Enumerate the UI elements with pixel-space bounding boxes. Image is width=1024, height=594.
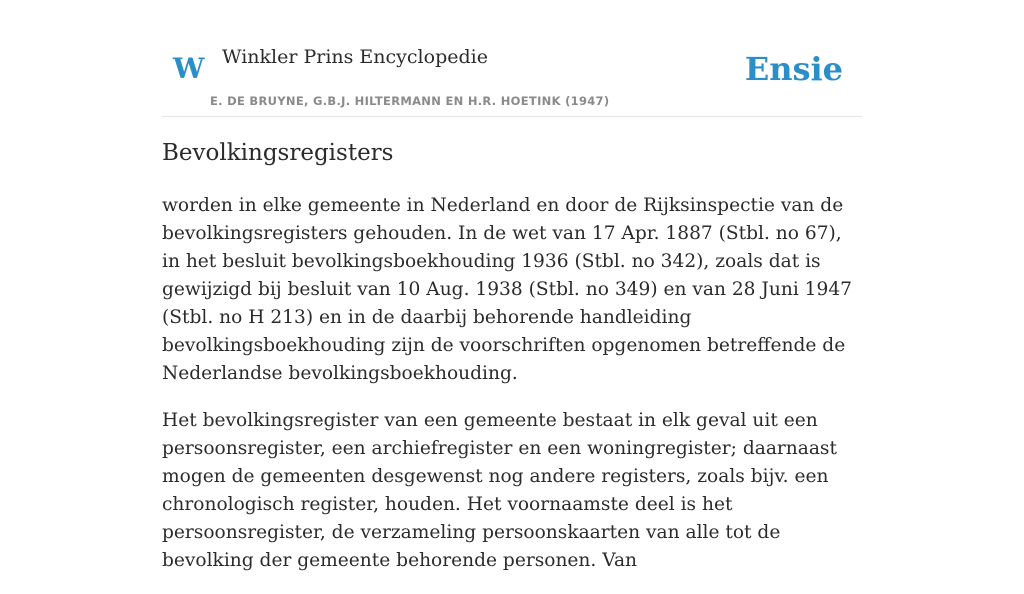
source-title-link[interactable]: Winkler Prins Encyclopedie: [222, 46, 488, 68]
article-body: [162, 192, 862, 594]
site-header: [162, 0, 862, 117]
article-paragraph: worden in elke gemeente in Nederland en door de Rijksinspectie van de bevolkingsregisters gehouden. In de wet van 17 Apr. 1887 (Stbl. no 67), in het besluit bevolkingsboekhouding 1936 (Stbl. no 342), zoals dat is gewijzigd bij besluit van 10 Aug. 1938 (Stbl. no 349) en van 28 Juni 1947 (Stbl. no H 213) en in de daarbij behorende handleiding bevolkingsboekhouding zijn de voorschriften opgenomen betreffende de Nederlandse bevolkingsboekhouding.: [162, 195, 853, 384]
ensie-brand-logo[interactable]: Ensie: [744, 50, 843, 88]
article-title: Bevolkingsregisters: [162, 140, 394, 166]
article-paragraph: Het bevolkingsregister van een gemeente bestaat in elk geval uit een persoonsregister, een archiefregister en een woningregister; daarnaast mogen de gemeenten desgewenst nog andere registers, zoals bijv. een chronologisch register, houden. Het voornaamste deel is het persoonsregister, de verzameling persoonskaarten van alle tot de bevolking der gemeente behorende personen. Van: [162, 410, 837, 571]
encyclopedia-logo-icon[interactable]: W: [173, 52, 205, 85]
source-authors: E. DE BRUYNE, G.B.J. HILTERMANN EN H.R. HOETINK (1947): [210, 94, 610, 108]
